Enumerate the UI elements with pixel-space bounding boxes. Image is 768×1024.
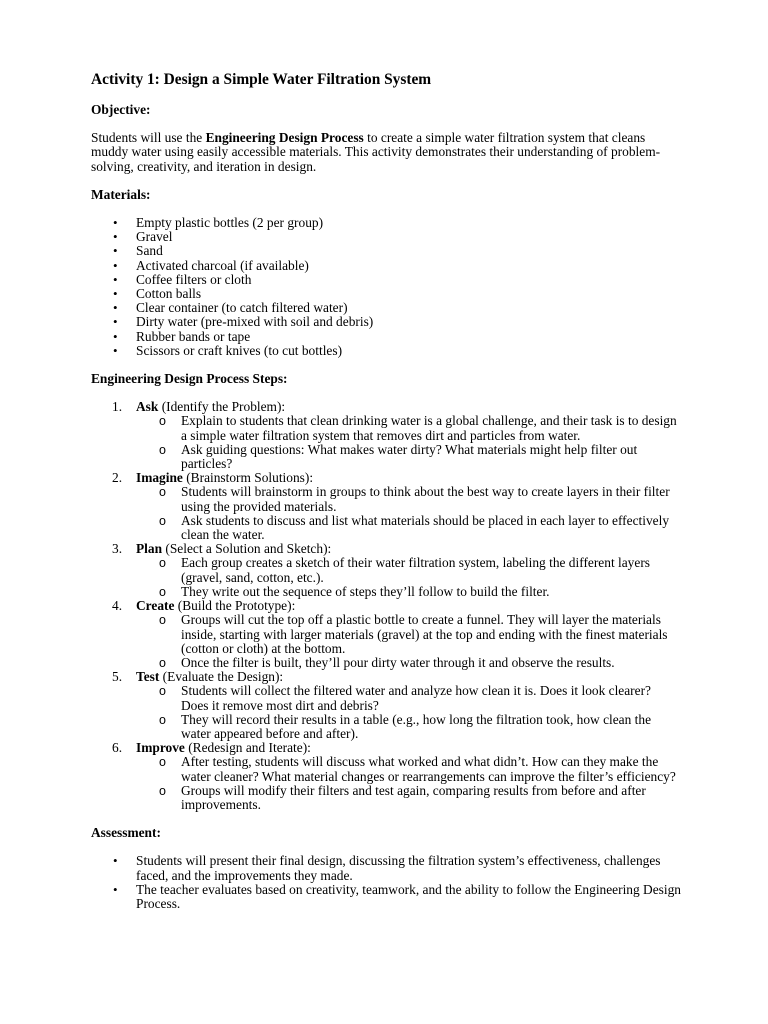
step-sub-item-text: They will record their results in a table (e.g., how long the filtration took, how clean the water appeared before and after). <box>181 711 652 741</box>
circle-bullet-icon: o <box>159 655 166 670</box>
circle-bullet-icon: o <box>159 414 166 429</box>
process-heading: Engineering Design Process Steps: <box>91 371 288 387</box>
objective-heading: Objective: <box>91 102 151 117</box>
step-heading <box>136 542 681 556</box>
assessment-item <box>91 854 681 882</box>
step-number: 1. <box>112 399 123 415</box>
materials-list <box>91 216 681 358</box>
step-number: 4. <box>112 598 123 614</box>
objective-text-bold: Engineering Design Process <box>205 130 364 146</box>
assessment-heading: Assessment: <box>91 825 161 841</box>
materials-item <box>91 216 681 230</box>
materials-item-text: Gravel <box>136 229 173 245</box>
step-sub-list <box>136 414 681 471</box>
document-page <box>91 71 681 911</box>
step-sub-item <box>136 443 681 471</box>
assessment-item-text: The teacher evaluates based on creativity, teamwork, and the ability to follow the Engineering Design Process. <box>136 881 681 911</box>
step-sub-item <box>136 684 681 712</box>
objective-paragraph <box>91 131 681 174</box>
step-sub-item <box>136 656 681 670</box>
step-sub-item <box>136 784 681 812</box>
bullet-icon: • <box>113 328 118 344</box>
step-name: Imagine <box>136 470 183 486</box>
step-name: Plan <box>136 541 163 557</box>
step-name: Test <box>136 669 160 685</box>
step-sub-item <box>136 755 681 783</box>
step-sub-item <box>136 613 681 656</box>
assessment-item-text: Students will present their final design, discussing the filtration system’s effectiveness, challenges faced, and the improvements they made. <box>136 853 661 883</box>
step-sub-item-text: Students will brainstorm in groups to think about the best way to create layers in their filter using the provided materials. <box>181 484 670 514</box>
process-step <box>91 471 681 542</box>
step-sub-item <box>136 485 681 513</box>
step-sub-list <box>136 755 681 812</box>
step-description: (Redesign and Iterate): <box>184 740 311 756</box>
circle-bullet-icon: o <box>159 442 166 457</box>
bullet-icon: • <box>113 881 118 897</box>
bullet-icon: • <box>113 342 118 358</box>
circle-bullet-icon: o <box>159 684 166 699</box>
step-description: (Evaluate the Design): <box>159 669 284 685</box>
materials-item <box>91 344 681 358</box>
step-number: 2. <box>112 470 123 486</box>
materials-item <box>91 301 681 315</box>
materials-item <box>91 287 681 301</box>
step-heading <box>136 599 681 613</box>
bullet-icon: • <box>113 243 118 259</box>
step-sub-item-text: After testing, students will discuss what worked and what didn’t. How can they make the water cleaner? What material changes or rearrangements can improve the filter’s efficiency? <box>181 754 676 784</box>
step-number: 5. <box>112 669 123 685</box>
assessment-list <box>91 854 681 911</box>
step-number: 3. <box>112 541 123 557</box>
materials-item-text: Scissors or craft knives (to cut bottles) <box>136 342 343 358</box>
step-description: (Brainstorm Solutions): <box>182 470 314 486</box>
step-sub-item-text: Groups will cut the top off a plastic bottle to create a funnel. They will layer the materials inside, starting with larger materials (gravel) at the top and ending with the finest materials (cotton or cloth) at the bottom. <box>181 612 668 656</box>
materials-item <box>91 244 681 258</box>
step-sub-list <box>136 613 681 670</box>
assessment-item <box>91 883 681 911</box>
materials-item <box>91 273 681 287</box>
step-sub-item <box>136 514 681 542</box>
step-number: 6. <box>112 740 123 756</box>
step-sub-list <box>136 684 681 741</box>
circle-bullet-icon: o <box>159 513 166 528</box>
step-sub-item <box>136 556 681 584</box>
step-sub-item <box>136 585 681 599</box>
circle-bullet-icon: o <box>159 485 166 500</box>
step-sub-item-text: Students will collect the filtered water and analyze how clean it is. Does it look clearer? Does it remove most dirt and debris? <box>181 683 651 713</box>
materials-heading: Materials: <box>91 186 151 202</box>
materials-item-text: Dirty water (pre-mixed with soil and debris) <box>136 314 374 330</box>
materials-item-text: Sand <box>136 243 163 259</box>
step-heading <box>136 670 681 684</box>
process-step <box>91 400 681 471</box>
circle-bullet-icon: o <box>159 783 166 798</box>
process-steps-list <box>91 400 681 812</box>
step-heading <box>136 741 681 755</box>
step-sub-item-text: Each group creates a sketch of their water filtration system, labeling the different layers (gravel, sand, cotton, etc.). <box>181 555 650 585</box>
step-sub-list <box>136 556 681 599</box>
process-step <box>91 542 681 599</box>
process-step <box>91 599 681 670</box>
step-sub-list <box>136 485 681 542</box>
circle-bullet-icon: o <box>159 613 166 628</box>
step-name: Improve <box>136 740 185 756</box>
circle-bullet-icon: o <box>159 584 166 599</box>
bullet-icon: • <box>113 286 118 302</box>
materials-item-text: Cotton balls <box>136 286 202 302</box>
materials-item-text: Clear container (to catch filtered water) <box>136 300 348 316</box>
objective-text-post: to create a simple water filtration system that cleans muddy water using easily accessible materials. This activity demonstrates their understanding of problem-solving, creativity, and iteration in design. <box>91 130 661 174</box>
materials-item <box>91 259 681 273</box>
document-title: Activity 1: Design a Simple Water Filtration System <box>91 71 432 88</box>
step-name: Ask <box>136 399 159 415</box>
objective-text-pre: Students will use the <box>91 130 206 146</box>
materials-item-text: Rubber bands or tape <box>136 328 251 344</box>
circle-bullet-icon: o <box>159 712 166 727</box>
step-heading <box>136 471 681 485</box>
bullet-icon: • <box>113 300 118 316</box>
bullet-icon: • <box>113 229 118 245</box>
step-description: (Build the Prototype): <box>174 598 296 614</box>
bullet-icon: • <box>113 314 118 330</box>
materials-item <box>91 315 681 329</box>
bullet-icon: • <box>113 257 118 273</box>
step-sub-item-text: Ask students to discuss and list what materials should be placed in each layer to effectively clean the water. <box>181 512 670 543</box>
step-sub-item-text: Groups will modify their filters and test again, comparing results from before and after improvements. <box>181 782 646 812</box>
materials-item-text: Activated charcoal (if available) <box>136 257 309 273</box>
process-step <box>91 741 681 812</box>
step-name: Create <box>136 598 175 614</box>
bullet-icon: • <box>113 853 118 869</box>
bullet-icon: • <box>113 271 118 287</box>
materials-item <box>91 230 681 244</box>
process-step <box>91 670 681 741</box>
step-description: (Select a Solution and Sketch): <box>162 541 332 557</box>
step-description: (Identify the Problem): <box>158 399 286 415</box>
circle-bullet-icon: o <box>159 556 166 571</box>
step-sub-item-text: Explain to students that clean drinking water is a global challenge, and their task is to design a simple water filtration system that removes dirt and particles from water. <box>181 413 677 443</box>
materials-item-text: Coffee filters or cloth <box>136 271 252 287</box>
step-sub-item-text: Once the filter is built, they’ll pour dirty water through it and observe the results. <box>181 654 615 670</box>
materials-item <box>91 330 681 344</box>
step-heading <box>136 400 681 414</box>
step-sub-item-text: They write out the sequence of steps they’ll follow to build the filter. <box>181 583 550 599</box>
step-sub-item <box>136 713 681 741</box>
step-sub-item-text: Ask guiding questions: What makes water dirty? What materials might help filter out particles? <box>181 441 638 472</box>
materials-item-text: Empty plastic bottles (2 per group) <box>136 215 324 231</box>
circle-bullet-icon: o <box>159 755 166 770</box>
bullet-icon: • <box>113 215 118 231</box>
step-sub-item <box>136 414 681 442</box>
